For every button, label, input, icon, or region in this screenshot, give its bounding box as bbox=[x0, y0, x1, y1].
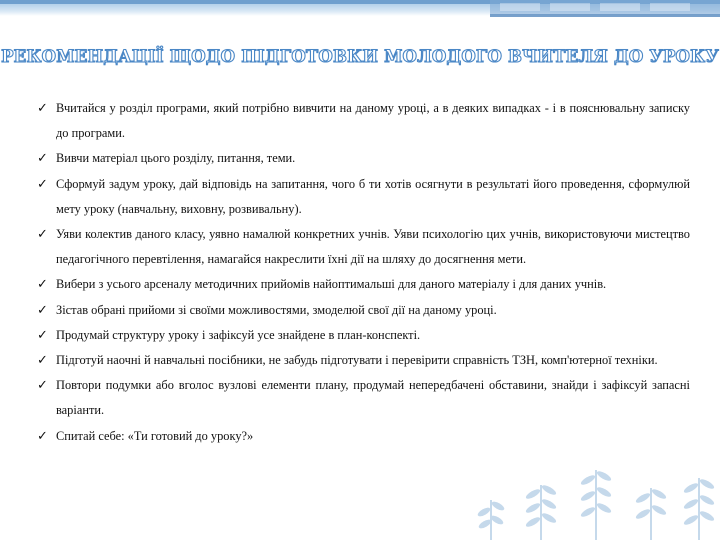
list-item bbox=[34, 323, 690, 348]
list-item bbox=[34, 373, 690, 423]
page-title: РЕКОМЕНДАЦІЇ ЩОДО ПІДГОТОВКИ МОЛОДОГО ВЧИТЕЛЯ ДО УРОКУ bbox=[1, 47, 719, 66]
list-item-text: Підготуй наочні й навчальні посібники, не забудь підготувати і перевірити справність ТЗН, комп'ютерної техніки. bbox=[56, 353, 658, 368]
check-icon: ✓ bbox=[37, 101, 48, 116]
list-item-text: Вчитайся у розділ програми, який потрібно вивчити на даному уроці, а в деяких випадках - і в пояснювальну записку до програми. bbox=[56, 101, 690, 141]
list-item-text: Зістав обрані прийоми зі своїми можливостями, змоделюй свої дії на даному уроці. bbox=[56, 302, 497, 317]
check-icon: ✓ bbox=[37, 327, 48, 343]
top-pattern-decoration bbox=[490, 0, 720, 22]
check-icon: ✓ bbox=[37, 378, 48, 394]
list-item bbox=[34, 424, 690, 449]
list-item-text: Продумай структуру уроку і зафіксуй усе знайдене в план-конспекті. bbox=[56, 327, 421, 342]
list-item-text: Повтори подумки або вголос вузлові елементи плану, продумай непередбачені обставини, знайди і зафіксуй запасні варіанти. bbox=[56, 378, 690, 418]
check-icon: ✓ bbox=[37, 176, 48, 192]
check-icon: ✓ bbox=[37, 353, 48, 369]
list-item bbox=[34, 348, 690, 373]
leaf-decoration bbox=[470, 460, 720, 540]
list-item-text: Вивчи матеріал цього розділу, питання, теми. bbox=[56, 151, 296, 166]
recommendations-list bbox=[34, 96, 690, 449]
list-item bbox=[34, 272, 690, 297]
list-item-text: Сформуй задум уроку, дай відповідь на запитання, чого б ти хотів осягнути в результаті його проведення, сформулюй мету уроку (навчальну, виховну, розвивальну). bbox=[56, 176, 690, 216]
list-item bbox=[34, 172, 690, 222]
list-item-text: Вибери з усього арсеналу методичних прийомів найоптимальші для даного матеріалу і для даних учнів. bbox=[56, 277, 607, 292]
check-icon: ✓ bbox=[37, 302, 48, 318]
check-icon: ✓ bbox=[37, 277, 48, 293]
list-item bbox=[34, 222, 690, 272]
check-icon: ✓ bbox=[37, 151, 48, 167]
list-item bbox=[34, 96, 690, 146]
list-item-text: Спитай себе: «Ти готовий до уроку?» bbox=[56, 428, 254, 443]
check-icon: ✓ bbox=[37, 428, 48, 444]
list-item bbox=[34, 146, 690, 171]
list-item bbox=[34, 298, 690, 323]
list-item-text: Уяви колектив даного класу, уявно намалюй конкретних учнів. Уяви психологію цих учнів, використовуючи мистецтво педагогічного перевтілення, намагайся накреслити їхні дії на шляху до досягнення мети. bbox=[56, 227, 690, 267]
check-icon: ✓ bbox=[37, 227, 48, 243]
